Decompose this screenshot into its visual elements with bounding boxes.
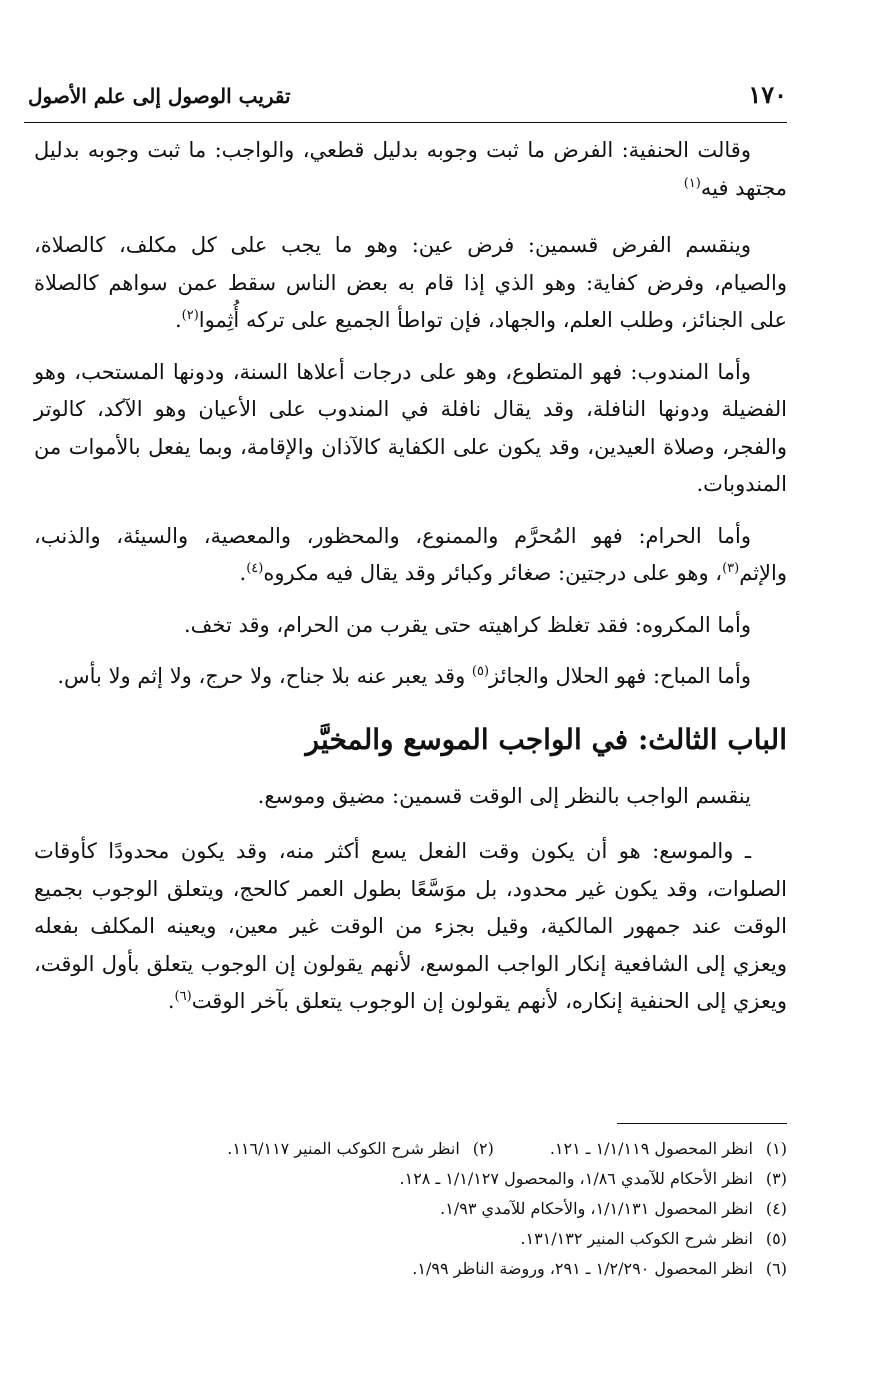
paragraph-text: وأما الحرام: فهو المُحرَّم والممنوع، والمحظور، والمعصية، والسيئة، والذنب، والإثم [34, 523, 787, 585]
paragraph-text: وقد يعبر عنه بلا جناح، ولا حرج، ولا إثم ولا بأس. [57, 664, 472, 688]
paragraph-text: وأما المكروه: فقد تغلظ كراهيته حتى يقرب من الحرام، وقد تخف. [183, 612, 751, 637]
paragraph-haram [34, 518, 787, 593]
paragraph-text: وينقسم الفرض قسمين: فرض عين: وهو ما يجب على كل مكلف، كالصلاة، والصيام، وفرض كفاية: وهو الذي إذا قام به بعض الناس سقط عمن سواهم كالصلاة على الجنائز، وطلب العلم، والجهاد، فإن تواطأ الجميع على تركه أُثِموا [34, 233, 787, 332]
footnote-line [70, 1134, 787, 1164]
paragraph-text: وقالت الحنفية: الفرض ما ثبت وجوبه بدليل قطعي، والواجب: ما ثبت وجوبه بدليل مجتهد فيه [34, 138, 787, 200]
main-text [34, 132, 787, 1035]
footnote-line [70, 1194, 787, 1224]
punctuation: . [239, 561, 247, 585]
footnote-text: انظر المحصول ١/٢/٢٩٠ ـ ٢٩١، وروضة الناظر ١/٩٩. [412, 1259, 753, 1278]
running-header [28, 80, 787, 120]
chapter-heading: الباب الثالث: في الواجب الموسع والمخيَّر [305, 722, 787, 756]
paragraph-hanafi-definition [34, 132, 787, 207]
footnote-ref: (١) [683, 175, 701, 191]
paragraph-mandub [34, 354, 787, 504]
footnote-ref: (٣) [722, 561, 740, 576]
paragraph-text: وأما المباح: فهو الحلال والجائز [489, 664, 751, 688]
footnote-number: (٢) [472, 1139, 494, 1158]
paragraph-muwassa [34, 833, 787, 1021]
footnotes [70, 1134, 787, 1284]
footnote-ref: (٥) [471, 664, 490, 679]
page-number: ١٧٠ [748, 80, 787, 109]
footnote-ref: (٢) [181, 308, 199, 323]
paragraph-wajib-division [34, 778, 787, 816]
footnote-number: (١) [765, 1139, 787, 1158]
footnote-gap [502, 1134, 542, 1164]
footnote-line [70, 1224, 787, 1254]
footnote-divider [617, 1123, 787, 1124]
paragraph-text: ـ والموسع: هو أن يكون وقت الفعل يسع أكثر منه، وقد يكون محدودًا كأوقات الصلوات، وقد يكون غير محدود، بل موَسَّعًا بطول العمر كالحج، ويتعلق الوجوب بجميع الوقت عند جمهور المالكية، وقيل بجزء من الوقت غير معين، ويعينه المكلف بفعله ويعزي إلى الشافعية إنكار الواجب الموسع، لأنهم يقولون إن الوجوب يتعلق بأول الوقت، ويعزي إلى الحنفية إنكاره، لأنهم يقولون إن الوجوب يتعلق بآخر الوقت [34, 839, 787, 1013]
footnote-text: انظر شرح الكوكب المنير ١٣١/١٣٢. [520, 1229, 753, 1248]
footnote-number: (٤) [765, 1199, 787, 1218]
book-title: تقريب الوصول إلى علم الأصول [28, 84, 291, 108]
header-divider [24, 122, 787, 123]
footnote-number: (٥) [765, 1229, 787, 1248]
footnote-number: (٦) [765, 1259, 787, 1278]
footnote-ref: (٦) [174, 989, 192, 1004]
paragraph-fard-division [34, 227, 787, 340]
footnote-line [70, 1164, 787, 1194]
paragraph-text: ، وهو على درجتين: صغائر وكبائر وقد يقال فيه مكروه [263, 561, 723, 585]
punctuation: . [167, 989, 175, 1013]
punctuation: . [174, 308, 182, 332]
footnote-text: انظر المحصول ١/١/١١٩ ـ ١٢١. [549, 1139, 753, 1158]
footnote-text: انظر الأحكام للآمدي ١/٨٦، والمحصول ١/١/١٢٧ ـ ١٢٨. [399, 1169, 753, 1188]
footnote-text: انظر المحصول ١/١/١٣١، والأحكام للآمدي ١/٩٣. [440, 1199, 753, 1218]
footnote-text: انظر شرح الكوكب المنير ١١٦/١١٧. [227, 1139, 460, 1158]
paragraph-makruh [34, 607, 787, 645]
paragraph-mubah [34, 658, 787, 696]
paragraph-text: وأما المندوب: فهو المتطوع، وهو على درجات أعلاها السنة، ودونها المستحب، وهو الفضيلة ودونها النافلة، وقد يقال نافلة في المندوب على الأعيان وهو الآكد، كالوتر والفجر، وصلاة العيدين، وقد يكون على الكفاية كالآذان والإقامة، وبما يفعل بالأموات من المندوبات. [34, 359, 787, 496]
paragraph-text: ينقسم الواجب بالنظر إلى الوقت قسمين: مضيق وموسع. [257, 783, 751, 808]
footnote-ref: (٤) [246, 561, 264, 576]
footnote-number: (٣) [765, 1169, 787, 1188]
footnote-line [70, 1254, 787, 1284]
